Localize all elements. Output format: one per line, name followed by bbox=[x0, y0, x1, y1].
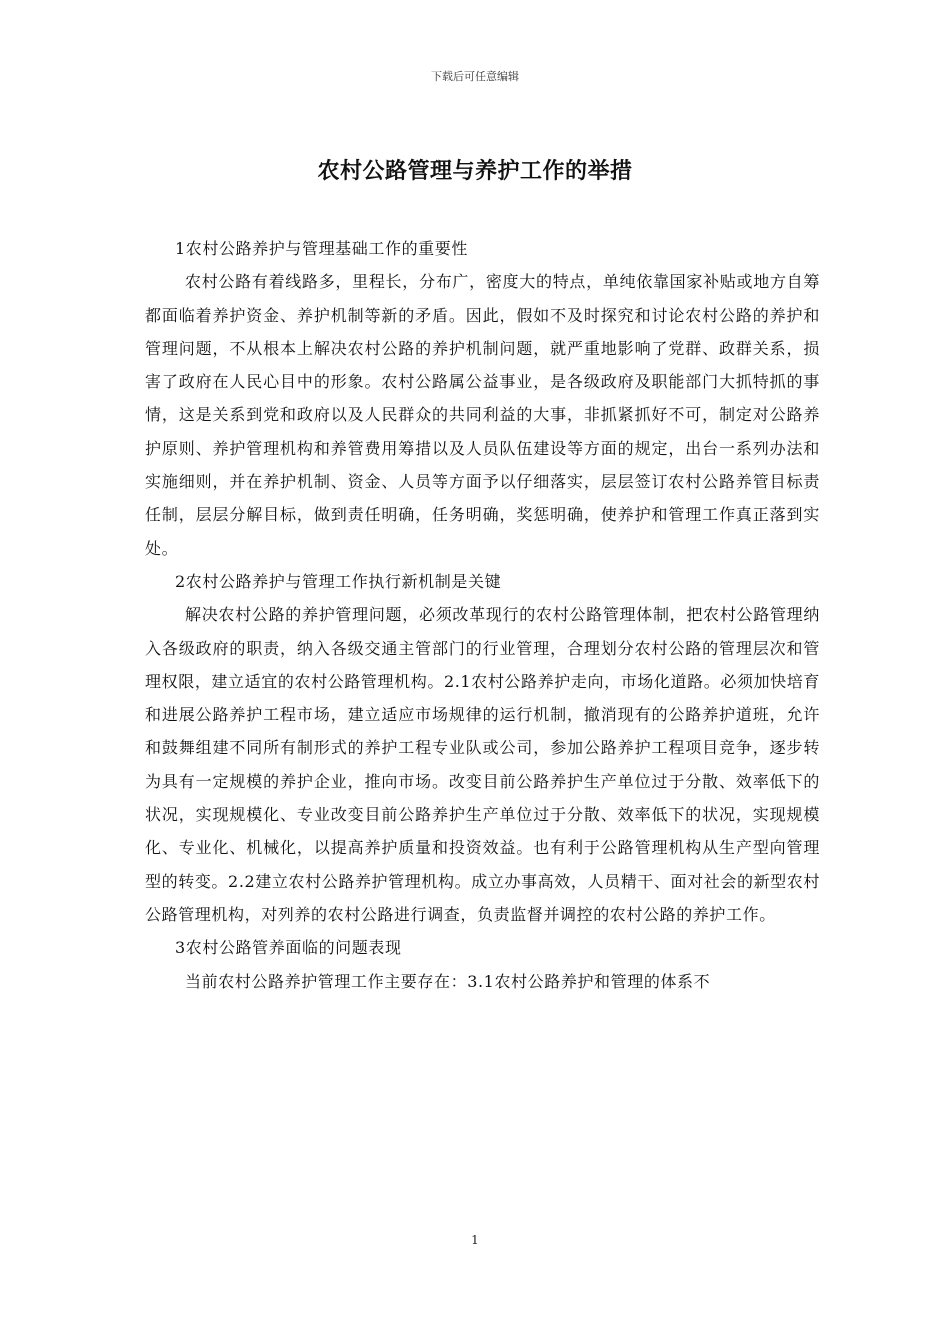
document-body bbox=[145, 232, 820, 998]
header-note: 下载后可任意编辑 bbox=[431, 70, 519, 83]
section-heading-2: 2农村公路养护与管理工作执行新机制是关键 bbox=[175, 571, 502, 591]
document-title: 农村公路管理与养护工作的举措 bbox=[317, 158, 633, 184]
section-paragraph-2: 解决农村公路的养护管理问题，必须改革现行的农村公路管理体制，把农村公路管理纳入各级政府的职责，纳入各级交通主管部门的行业管理，合理划分农村公路的管理层次和管理权限，建立适宜的农村公路管理机构。2.1农村公路养护走向，市场化道路。必须加快培育和进展公路养护工程市场，建立适应市场规律的运行机制，撤消现有的公路养护道班，允许和鼓舞组建不同所有制形式的养护工程专业队或公司，参加公路养护工程项目竞争，逐步转为具有一定规模的养护企业，推向市场。改变目前公路养护生产单位过于分散、效率低下的状况，实现规模化、专业改变目前公路养护生产单位过于分散、效率低下的状况，实现规模化、专业化、机械化，以提高养护质量和投资效益。也有利于公路管理机构从生产型向管理型的转变。2.2建立农村公路养护管理机构。成立办事高效，人员精干、面对社会的新型农村公路管理机构，对列养的农村公路进行调查，负责监督并调控的农村公路的养护工作。 bbox=[145, 605, 820, 924]
section-heading-1: 1农村公路养护与管理基础工作的重要性 bbox=[175, 239, 468, 258]
page-number: 1 bbox=[471, 1233, 479, 1247]
section-paragraph-3: 当前农村公路养护管理工作主要存在：3.1农村公路养护和管理的体系不 bbox=[185, 971, 711, 991]
section-paragraph-1: 农村公路有着线路多，里程长，分布广，密度大的特点，单纯依靠国家补贴或地方自筹都面临着养护资金、养护机制等新的矛盾。因此，假如不及时探究和讨论农村公路的养护和管理问题，不从根本上解决农村公路的养护机制问题，就严重地影响了党群、政群关系，损害了政府在人民心目中的形象。农村公路属公益事业，是各级政府及职能部门大抓特抓的事情，这是关系到党和政府以及人民群众的共同利益的大事，非抓紧抓好不可，制定对公路养护原则、养护管理机构和养管费用筹措以及人员队伍建设等方面的规定，出台一系列办法和实施细则，并在养护机制、资金、人员等方面予以仔细落实，层层签订农村公路养管目标责任制，层层分解目标，做到责任明确，任务明确，奖惩明确，使养护和管理工作真正落到实处。 bbox=[145, 272, 820, 558]
section-heading-3: 3农村公路管养面临的问题表现 bbox=[175, 938, 402, 958]
